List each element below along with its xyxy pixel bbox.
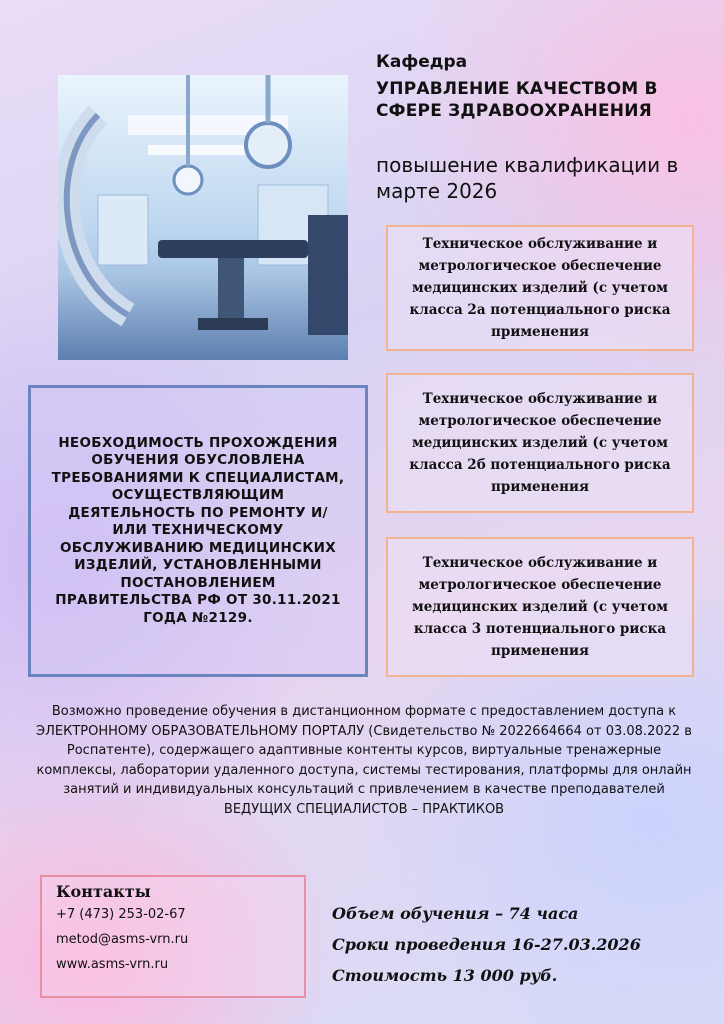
operating-room-photo	[58, 75, 348, 360]
contact-website[interactable]: www.asms-vrn.ru	[56, 957, 169, 972]
distance-learning-description: Возможно проведение обучения в дистанционном формате с предоставлением доступа к ЭЛЕКТРОННОМУ ОБРАЗОВАТЕЛЬНОМУ ПОРТАЛУ (Свидетельство № 2022664664 от 03.08.2022 в Роспатенте), содержащего адаптивные контенты курсов, виртуальные тренажерные комплексы, лаборатории удаленного доступа, системы тестирования, платформы для онлайн занятий и индивидуальных консультаций с привлечением в качестве преподавателей ВЕДУЩИХ СПЕЦИАЛИСТОВ – ПРАКТИКОВ	[36, 704, 692, 817]
training-cost: Стоимость 13 000 руб.	[332, 966, 558, 985]
training-volume: Объем обучения – 74 часа	[332, 904, 579, 923]
course-card	[386, 373, 694, 513]
course-card	[386, 537, 694, 677]
requirement-box	[28, 385, 368, 677]
course-card-title: Техническое обслуживание и метрологическое обеспечение медицинских изделий (с учетом класса 3 потенциального риска применения	[412, 555, 668, 659]
course-card	[386, 225, 694, 351]
department-label: Кафедра	[376, 52, 468, 72]
training-dates: Сроки проведения 16-27.03.2026	[332, 935, 641, 954]
contact-phone[interactable]: +7 (473) 253-02-67	[56, 907, 186, 922]
requirement-text: НЕОБХОДИМОСТЬ ПРОХОЖДЕНИЯ ОБУЧЕНИЯ ОБУСЛОВЛЕНА ТРЕБОВАНИЯМИ К СПЕЦИАЛИСТАМ, ОСУЩЕСТВЛЯЮЩИМ ДЕЯТЕЛЬНОСТЬ ПО РЕМОНТУ И/ИЛИ ТЕХНИЧЕСКОМУ ОБСЛУЖИВАНИЮ МЕДИЦИНСКИХ ИЗДЕЛИЙ, УСТАНОВЛЕННЫМИ ПОСТАНОВЛЕНИЕМ ПРАВИТЕЛЬСТВА РФ ОТ 30.11.2021 ГОДА №2129.	[51, 434, 345, 626]
course-card-title: Техническое обслуживание и метрологическое обеспечение медицинских изделий (с учетом класса 2а потенциального риска применения	[409, 236, 671, 340]
course-card-title: Техническое обслуживание и метрологическое обеспечение медицинских изделий (с учетом класса 2б потенциального риска применения	[409, 391, 671, 495]
contacts-title: Контакты	[56, 882, 151, 901]
course-summary	[332, 898, 712, 991]
contact-email[interactable]: metod@asms-vrn.ru	[56, 932, 189, 947]
department-name: УПРАВЛЕНИЕ КАЧЕСТВОМ В СФЕРЕ ЗДРАВООХРАНЕНИЯ	[376, 79, 658, 121]
contacts-box	[40, 875, 306, 998]
course-heading: повышение квалификации в марте 2026	[376, 153, 679, 203]
